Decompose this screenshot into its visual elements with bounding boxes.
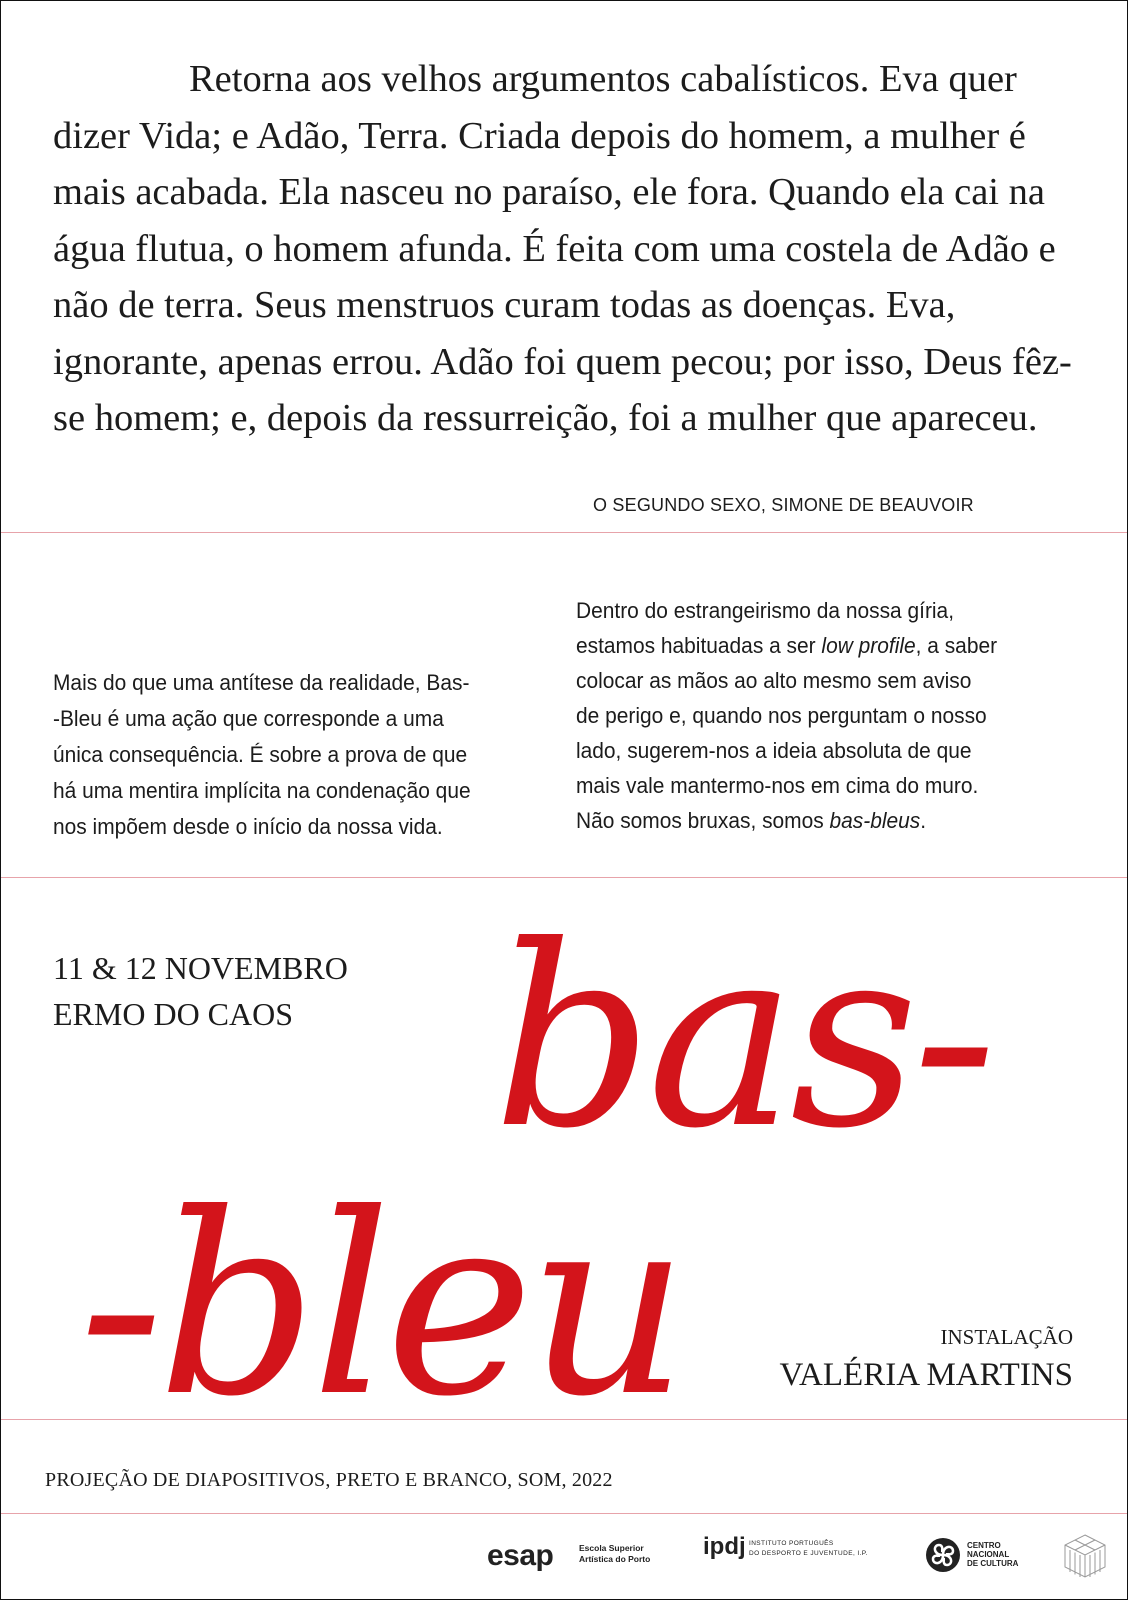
credit-name: VALÉRIA MARTINS [779,1357,1073,1393]
credit-role: INSTALAÇÃO [940,1325,1073,1349]
right-column-line: colocar as mãos ao alto mesmo sem aviso [576,668,972,693]
text-run: estamos habituadas a ser [576,633,822,658]
emphasis-text: bas-bleus [829,808,921,833]
ipdj-logo: ipdj [703,1533,746,1560]
cube-icon [1063,1533,1107,1579]
divider [1,1513,1127,1514]
right-column [576,593,1078,838]
divider [1,877,1127,878]
right-column-line: Dentro do estrangeirismo da nossa gíria, [576,598,955,623]
title-line-1: bas- [493,892,991,1183]
quote-source: O SEGUNDO SEXO, SIMONE DE BEAUVOIR [593,495,974,515]
left-column-line: -Bleu é uma ação que corresponde a uma [53,706,444,731]
right-column-line: mais vale mantermo-nos em cima do muro. [576,773,979,798]
event-info [53,945,348,1037]
left-column-line: Mais do que uma antítese da realidade, Bas- [53,670,470,695]
text-run: Não somos bruxas, somos [576,808,830,833]
divider [1,532,1127,533]
ipdj-caption-line: INSTITUTO PORTUGUÊS [749,1540,834,1547]
text-run: . [920,808,927,833]
cnc-logo-caption [967,1541,1027,1568]
cnc-caption-line: DE CULTURA [967,1559,1019,1568]
left-column-line: única consequência. É sobre a prova de que [53,742,468,767]
divider [1,1419,1127,1420]
ipdj-logo-caption [749,1539,889,1559]
quote-text: Retorna aos velhos argumentos cabalísticos. Eva quer dizer Vida; e Adão, Terra. Criada depois do homem, a mulher é mais acabada. Ela nasceu no paraíso, ele fora. Quando ela cai na água flutua, o homem afunda. É feita com uma costela de Adão e não de terra. Seus menstruos curam todas as doenças. Eva, ignorante, apenas errou. Adão foi quem pecou; por isso, Deus fêz-se homem; e, depois da ressurreição, foi a mulher que apareceu. [53,58,1072,439]
right-column-line: de perigo e, quando nos perguntam o nosso [576,703,987,728]
event-venue: ERMO DO CAOS [53,996,294,1032]
sponsor-logos [1,1521,1127,1591]
left-column [53,665,518,845]
text-run: , a saber [915,633,998,658]
swirl-icon [925,1537,961,1573]
left-column-line: há uma mentira implícita na condenação que [53,778,471,803]
ipdj-caption-line: DO DESPORTO E JUVENTUDE, I.P. [749,1550,868,1557]
esap-caption-line: Artística do Porto [579,1554,651,1564]
right-column-line [576,803,1078,838]
esap-logo: esap [487,1539,554,1572]
cnc-caption-line: NACIONAL [967,1550,1010,1559]
title-line-2: -bleu [79,1160,683,1451]
technical-details: PROJEÇÃO DE DIAPOSITIVOS, PRETO E BRANCO, SOM, 2022 [45,1469,613,1491]
esap-caption-line: Escola Superior [579,1543,644,1553]
right-column-line: lado, sugerem-nos a ideia absoluta de que [576,738,972,763]
cnc-caption-line: CENTRO [967,1541,1001,1550]
event-dates: 11 & 12 NOVEMBRO [53,950,348,986]
emphasis-text: low profile [821,633,916,658]
esap-logo-caption [579,1543,669,1565]
left-column-line: nos impõem desde o início da nossa vida. [53,814,443,839]
right-column-line [576,628,1078,663]
